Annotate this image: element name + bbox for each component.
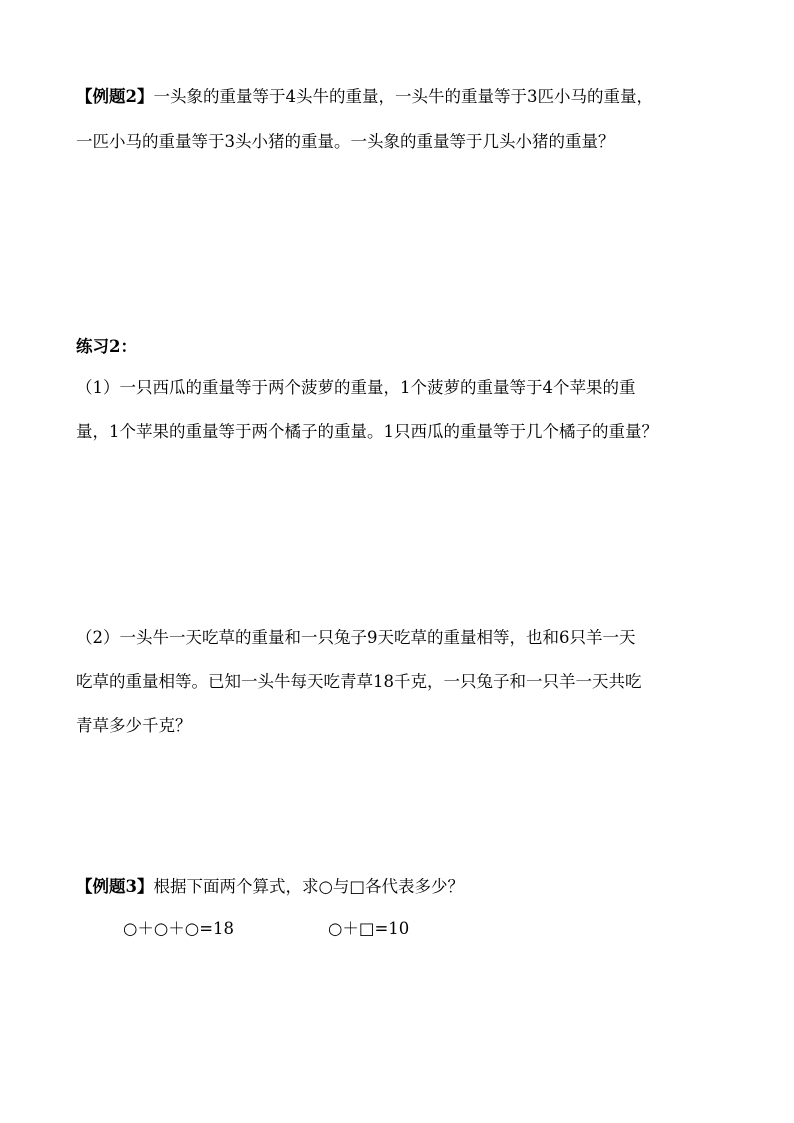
example-3-question: 根据下面两个算式，求○与□各代表多少？ (153, 877, 464, 896)
practice-2-q1-line-1: （1）一只西瓜的重量等于两个菠萝的重量，1个菠萝的重量等于4个苹果的重 (76, 378, 636, 397)
practice-2-q1-line-2: 量，1个苹果的重量等于两个橘子的重量。1只西瓜的重量等于几个橘子的重量？ (76, 422, 658, 441)
practice-2-q2-line-2: 吃草的重量相等。已知一头牛每天吃青草18千克，一只兔子和一只羊一天共吃 (76, 672, 642, 691)
practice-2-q2-line-3: 青草多少千克？ (76, 716, 192, 735)
example-2-line-1 (76, 86, 653, 108)
equation-2: ○＋□=10 (328, 919, 410, 938)
example-2-text-1: 一头象的重量等于4头牛的重量，一头牛的重量等于3匹小马的重量， (153, 87, 653, 106)
example-3-line (76, 876, 464, 898)
example-3-tag: 【例题3】 (76, 877, 154, 896)
equation-1: ○＋○＋○=18 (123, 919, 235, 938)
example-2-tag: 【例题2】 (76, 87, 154, 106)
practice-2-heading: 练习2： (76, 337, 137, 356)
example-2-line-2: 一匹小马的重量等于3头小猪的重量。一头象的重量等于几头小猪的重量？ (76, 132, 615, 151)
practice-2-q2-line-1: （2）一头牛一天吃草的重量和一只兔子9天吃草的重量相等，也和6只羊一天 (76, 628, 636, 647)
